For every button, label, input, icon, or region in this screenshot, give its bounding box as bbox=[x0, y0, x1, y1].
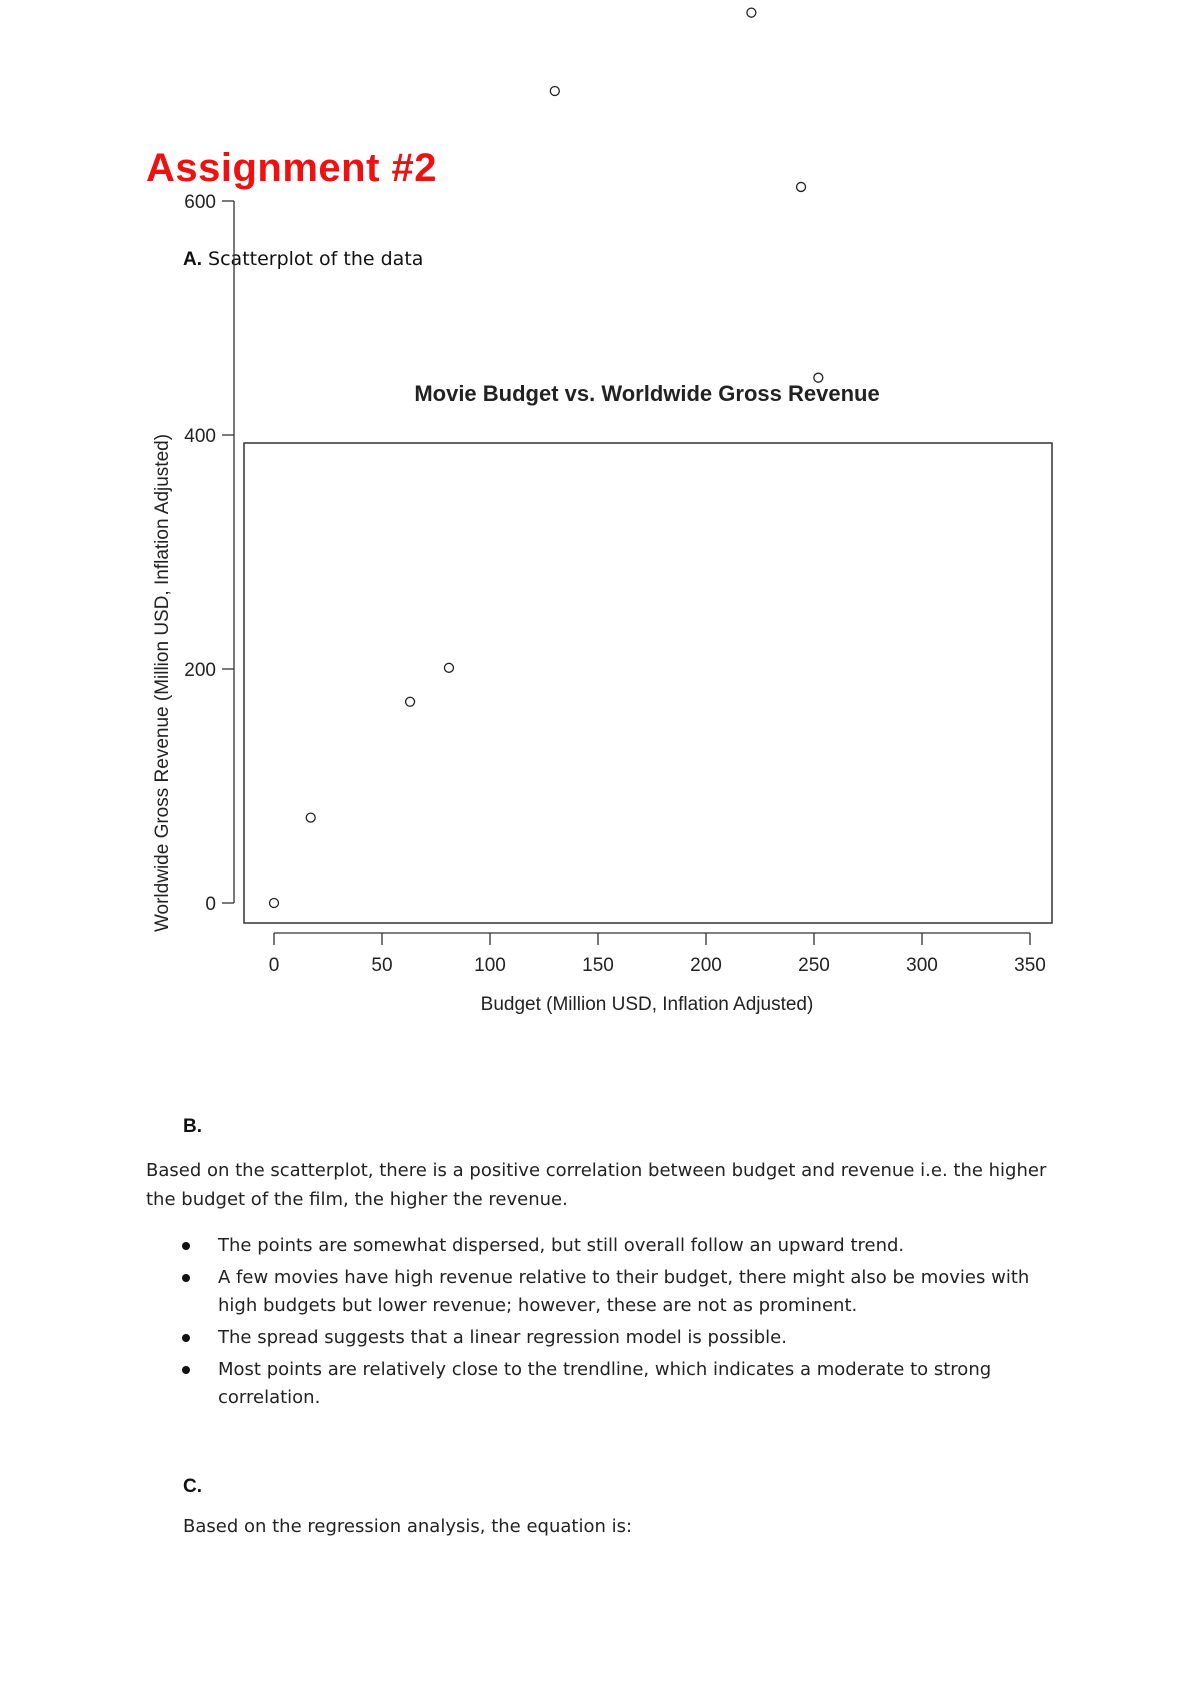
bullet-text: A few movies have high revenue relative to their budget, there might also be movies with high budgets but lower revenue; however, these are not as prominent. bbox=[218, 1267, 1030, 1316]
data-point bbox=[797, 182, 806, 191]
bullet-item bbox=[180, 1232, 1060, 1260]
data-point bbox=[406, 697, 415, 706]
chart-title: Movie Budget vs. Worldwide Gross Revenue bbox=[414, 381, 880, 406]
bullet-text: The points are somewhat dispersed, but still overall follow an upward trend. bbox=[218, 1235, 905, 1256]
x-tick-label: 200 bbox=[690, 955, 722, 976]
data-point bbox=[550, 87, 559, 96]
section-b-marker: B. bbox=[183, 1116, 202, 1137]
data-points bbox=[270, 8, 823, 907]
y-tick-label: 200 bbox=[184, 660, 216, 681]
y-tick-label: 400 bbox=[184, 426, 216, 447]
section-c-paragraph: Based on the regression analysis, the equation is: bbox=[183, 1516, 633, 1537]
x-tick-label: 150 bbox=[582, 955, 614, 976]
y-axis bbox=[184, 192, 234, 915]
y-tick-label: 600 bbox=[184, 192, 216, 213]
bullet-item bbox=[180, 1324, 1060, 1352]
data-point bbox=[747, 8, 756, 17]
section-a-text: Scatterplot of the data bbox=[208, 248, 424, 270]
bullet-icon bbox=[182, 1366, 190, 1374]
y-axis-label: Worldwide Gross Revenue (Million USD, Inflation Adjusted) bbox=[152, 433, 173, 933]
x-tick-label: 350 bbox=[1014, 955, 1046, 976]
x-axis bbox=[269, 933, 1046, 976]
section-b-paragraph: Based on the scatterplot, there is a positive correlation between budget and revenue i.e. the higher the budget of the film, the higher the revenue. bbox=[146, 1160, 1047, 1210]
plot-frame bbox=[244, 443, 1052, 923]
data-point bbox=[444, 663, 453, 672]
section-a-marker: A. bbox=[183, 249, 202, 270]
x-tick-label: 0 bbox=[268, 955, 280, 976]
bullet-text: Most points are relatively close to the trendline, which indicates a moderate to strong correlation. bbox=[218, 1359, 992, 1408]
data-point bbox=[306, 813, 315, 822]
data-point bbox=[270, 899, 279, 908]
x-tick-label: 50 bbox=[371, 955, 393, 976]
x-axis-label: Budget (Million USD, Inflation Adjusted) bbox=[480, 994, 814, 1015]
x-tick-label: 100 bbox=[474, 955, 506, 976]
bullet-icon bbox=[182, 1242, 190, 1250]
bullet-item bbox=[180, 1264, 1060, 1320]
x-tick-label: 250 bbox=[798, 955, 830, 976]
bullet-text: The spread suggests that a linear regression model is possible. bbox=[218, 1327, 787, 1348]
section-c-marker: C. bbox=[183, 1476, 202, 1497]
page-title: Assignment #2 bbox=[146, 146, 438, 190]
bullet-item bbox=[180, 1356, 1060, 1412]
bullet-icon bbox=[182, 1274, 190, 1282]
section-a bbox=[183, 248, 423, 271]
bullet-icon bbox=[182, 1334, 190, 1342]
y-tick-label: 0 bbox=[205, 894, 216, 915]
section-b-bullets bbox=[180, 1232, 1060, 1416]
x-tick-label: 300 bbox=[906, 955, 938, 976]
